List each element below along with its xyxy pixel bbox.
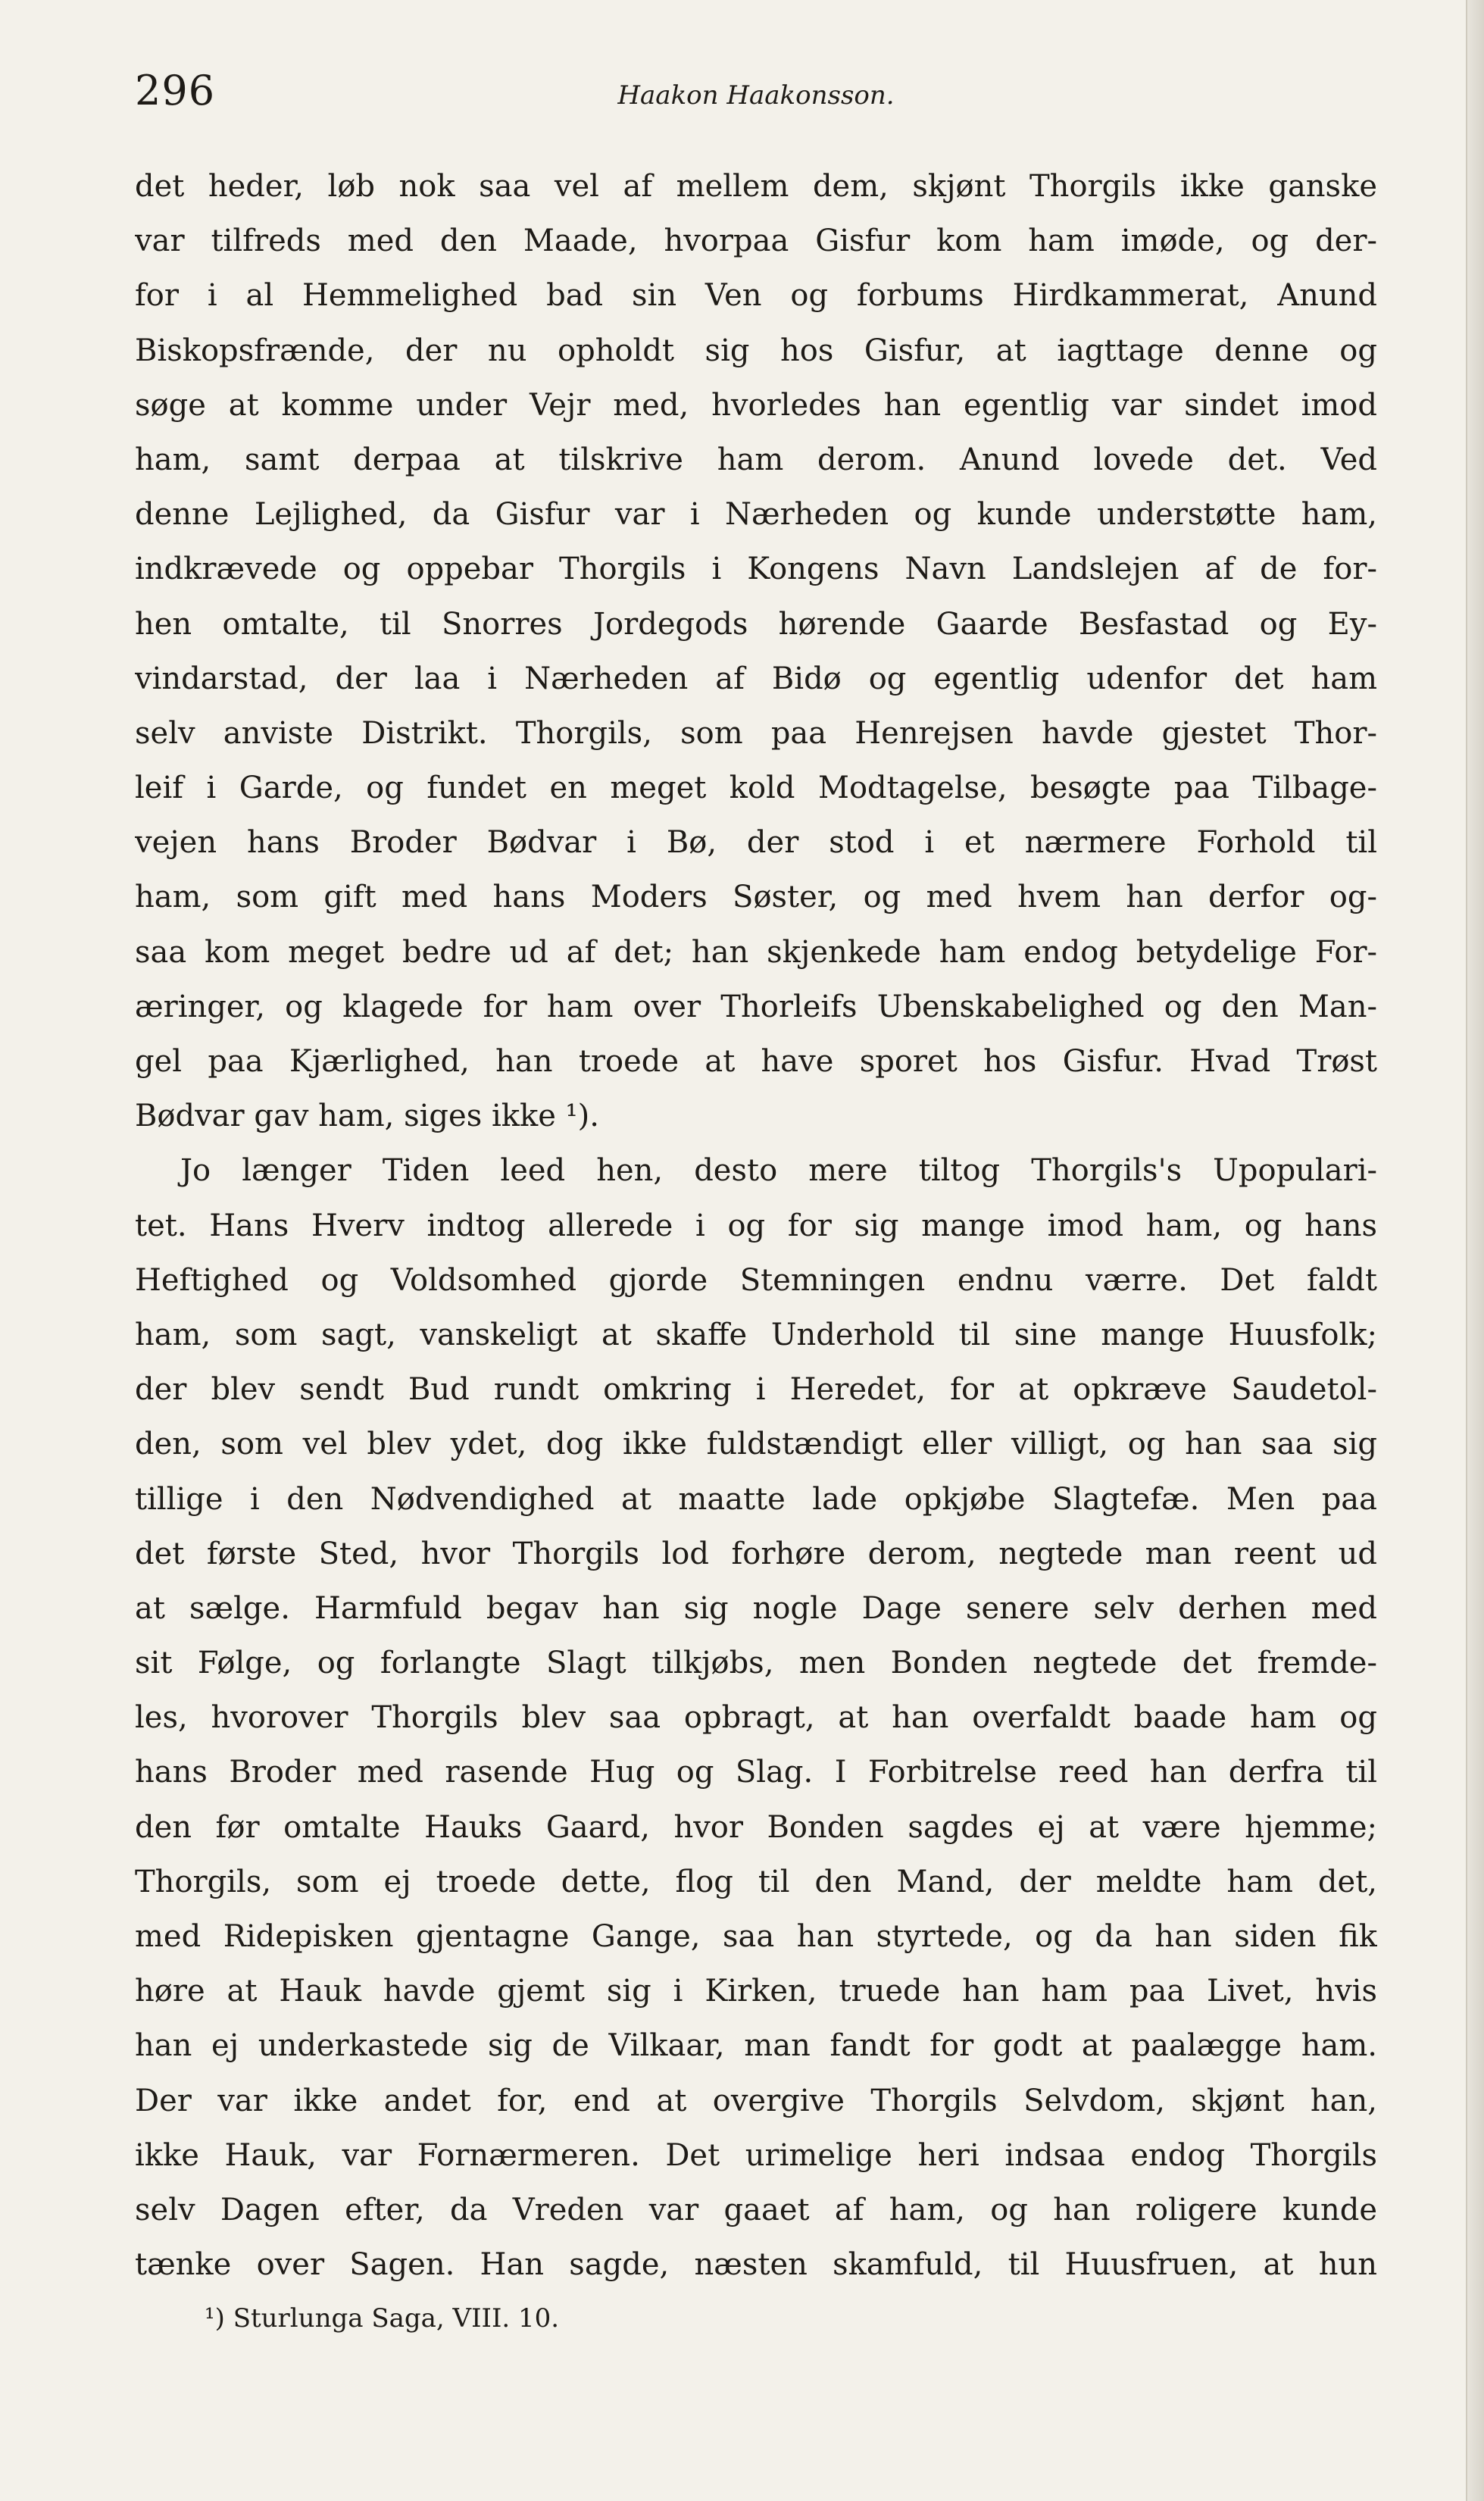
page-number: 296 [135,67,216,114]
text-line: Heftighed og Voldsomhed gjorde Stemningen endnu værre. Det faldt [135,1262,1377,1298]
text-line: at sælge. Harmfuld begav han sig nogle Dage senere selv derhen med [135,1590,1377,1626]
text-line: hans Broder med rasende Hug og Slag. I Forbitrelse reed han derfra til [135,1755,1377,1790]
text-line: denne Lejlighed, da Gisfur var i Nærheden og kunde understøtte ham, [135,497,1377,533]
text-line: æringer, og klagede for ham over Thorleifs Ubenskabelighed og den Man- [135,989,1377,1024]
text-line: det første Sted, hvor Thorgils lod forhøre derom, negtede man reent ud [135,1536,1377,1571]
text-line: vindarstad, der laa i Nærheden af Bidø og egentlig udenfor det ham [135,661,1377,696]
text-line: det heder, løb nok saa vel af mellem dem, skjønt Thorgils ikke ganske [135,169,1377,204]
text-line: Der var ikke andet for, end at overgive Thorgils Selvdom, skjønt han, [135,2083,1377,2118]
text-line: Jo længer Tiden leed hen, desto mere tiltog Thorgils's Upopulari- [180,1153,1377,1189]
running-head: Haakon Haakonsson. [617,80,895,111]
text-line: for i al Hemmelighed bad sin Ven og forbums Hirdkammerat, Anund [135,278,1377,314]
text-line: den, som vel blev ydet, dog ikke fuldstændigt eller villigt, og han saa sig [135,1427,1377,1462]
text-line: var tilfreds med den Maade, hvorpaa Gisfur kom ham imøde, og der- [135,224,1377,259]
text-line: tet. Hans Hverv indtog allerede i og for sig mange imod ham, og hans [135,1208,1377,1243]
text-line: indkrævede og oppebar Thorgils i Kongens Navn Landslejen af de for- [135,552,1377,587]
text-line: sit Følge, og forlangte Slagt tilkjøbs, men Bonden negtede det fremde- [135,1646,1377,1681]
text-line: hen omtalte, til Snorres Jordegods hørende Gaarde Besfastad og Ey- [135,606,1377,642]
text-line: med Ridepisken gjentagne Gange, saa han styrtede, og da han siden fik [135,1919,1377,1954]
text-line: gel paa Kjærlighed, han troede at have sporet hos Gisfur. Hvad Trøst [135,1044,1377,1079]
text-line: ham, som sagt, vanskeligt at skaffe Underhold til sine mange Huusfolk; [135,1317,1377,1352]
text-line: selv anviste Distrikt. Thorgils, som paa Henrejsen havde gjestet Thor- [135,715,1377,751]
text-line: ikke Hauk, var Fornærmeren. Det urimelige heri indsaa endog Thorgils [135,2137,1377,2173]
text-line: Thorgils, som ej troede dette, flog til den Mand, der meldte ham det, [135,1864,1377,1899]
text-line: vejen hans Broder Bødvar i Bø, der stod i et nærmere Forhold til [135,825,1377,861]
body-text [135,159,1377,2292]
text-line: der blev sendt Bud rundt omkring i Heredet, for at opkræve Saudetol- [135,1372,1377,1408]
text-line: les, hvorover Thorgils blev saa opbragt, at han overfaldt baade ham og [135,1700,1377,1736]
footnote: ¹) Sturlunga Saga, VIII. 10. [205,2303,560,2334]
text-line: saa kom meget bedre ud af det; han skjenkede ham endog betydelige For- [135,934,1377,970]
page-header [135,67,1377,135]
text-line: leif i Garde, og fundet en meget kold Modtagelse, besøgte paa Tilbage- [135,771,1377,806]
page-edge [1466,0,1484,2501]
text-line: søge at komme under Vejr med, hvorledes han egentlig var sindet imod [135,387,1377,423]
text-line: ham, samt derpaa at tilskrive ham derom. Anund lovede det. Ved [135,442,1377,477]
text-line: ham, som gift med hans Moders Søster, og med hvem han derfor og- [135,880,1377,915]
text-line: tænke over Sagen. Han sagde, næsten skamfuld, til Huusfruen, at hun [135,2247,1377,2283]
text-line: selv Dagen efter, da Vreden var gaaet af ham, og han roligere kunde [135,2192,1377,2227]
text-line: tillige i den Nødvendighed at maatte lade opkjøbe Slagtefæ. Men paa [135,1481,1377,1517]
text-line: høre at Hauk havde gjemt sig i Kirken, truede han ham paa Livet, hvis [135,1974,1377,2009]
text-line: Biskopsfrænde, der nu opholdt sig hos Gisfur, at iagttage denne og [135,333,1377,368]
text-line: den før omtalte Hauks Gaard, hvor Bonden sagdes ej at være hjemme; [135,1809,1377,1845]
text-line: Bødvar gav ham, siges ikke ¹). [135,1099,599,1134]
text-line: han ej underkastede sig de Vilkaar, man fandt for godt at paalægge ham. [135,2028,1377,2064]
